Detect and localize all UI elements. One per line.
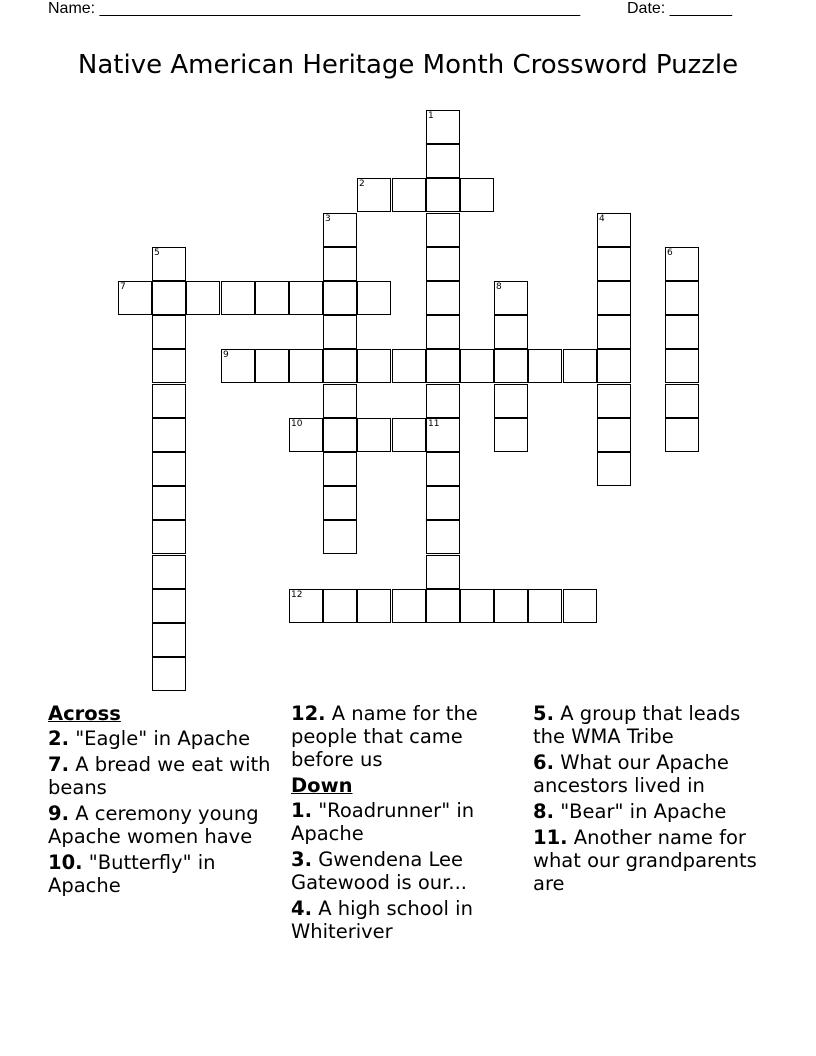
- grid-cell[interactable]: [597, 247, 631, 281]
- clue-number: 2: [359, 179, 365, 189]
- clue-down-11: 11. Another name for what our grandparents are: [533, 826, 757, 895]
- grid-cell[interactable]: [597, 384, 631, 418]
- grid-cell[interactable]: [152, 281, 186, 315]
- grid-cell[interactable]: [426, 247, 460, 281]
- grid-cell[interactable]: [597, 452, 631, 486]
- clue-across-9: 9. A ceremony young Apache women have: [48, 802, 259, 848]
- grid-cell[interactable]: [323, 418, 357, 452]
- grid-cell[interactable]: [323, 589, 357, 623]
- grid-cell[interactable]: [289, 281, 323, 315]
- clue-down-6: 6. What our Apache ancestors lived in: [533, 751, 729, 797]
- grid-cell[interactable]: [289, 349, 323, 383]
- clue-across-7: 7. A bread we eat with beans: [48, 753, 271, 799]
- grid-cell[interactable]: [426, 281, 460, 315]
- grid-cell[interactable]: [357, 418, 391, 452]
- grid-cell[interactable]: [152, 520, 186, 554]
- clue-down-8: 8. "Bear" in Apache: [533, 800, 727, 823]
- grid-cell[interactable]: [426, 144, 460, 178]
- clue-number: 12: [291, 590, 303, 600]
- grid-cell[interactable]: [665, 418, 699, 452]
- grid-cell[interactable]: [152, 589, 186, 623]
- grid-cell[interactable]: [426, 349, 460, 383]
- clue-down-5: 5. A group that leads the WMA Tribe: [533, 702, 741, 748]
- grid-cell[interactable]: [597, 418, 631, 452]
- clue-number: 7: [120, 282, 126, 292]
- grid-cell[interactable]: [392, 349, 426, 383]
- grid-cell[interactable]: [426, 213, 460, 247]
- name-field-label[interactable]: Name: ______________________________________________________: [48, 0, 581, 17]
- grid-cell[interactable]: [323, 281, 357, 315]
- grid-cell[interactable]: [665, 315, 699, 349]
- grid-cell[interactable]: [460, 178, 494, 212]
- grid-cell[interactable]: [665, 349, 699, 383]
- grid-cell[interactable]: [494, 349, 528, 383]
- grid-cell[interactable]: [255, 349, 289, 383]
- across-heading: Across: [48, 702, 121, 725]
- grid-cell[interactable]: [494, 418, 528, 452]
- grid-cell[interactable]: [494, 589, 528, 623]
- grid-cell[interactable]: [426, 384, 460, 418]
- clue-number: 4: [599, 214, 605, 224]
- clue-number: 8: [496, 282, 502, 292]
- grid-cell[interactable]: [528, 589, 562, 623]
- grid-cell[interactable]: [323, 452, 357, 486]
- clue-down-1: 1. "Roadrunner" in Apache: [291, 799, 475, 845]
- grid-cell[interactable]: [563, 589, 597, 623]
- grid-cell[interactable]: [665, 281, 699, 315]
- grid-cell[interactable]: [528, 349, 562, 383]
- clue-column-2: [291, 702, 523, 946]
- grid-cell[interactable]: [563, 349, 597, 383]
- grid-cell[interactable]: [494, 315, 528, 349]
- clue-number: 3: [325, 214, 331, 224]
- down-heading: Down: [291, 774, 353, 797]
- grid-cell[interactable]: [152, 315, 186, 349]
- clue-number: 9: [223, 350, 229, 360]
- date-field-label[interactable]: Date: _______: [627, 0, 732, 17]
- clue-down-3: 3. Gwendena Lee Gatewood is our...: [291, 848, 467, 894]
- grid-cell[interactable]: [597, 315, 631, 349]
- grid-cell[interactable]: [426, 520, 460, 554]
- grid-cell[interactable]: [392, 589, 426, 623]
- clue-number: 11: [428, 419, 440, 429]
- grid-cell[interactable]: [494, 384, 528, 418]
- grid-cell[interactable]: [597, 349, 631, 383]
- grid-cell[interactable]: [152, 486, 186, 520]
- grid-cell[interactable]: [152, 623, 186, 657]
- clue-down-4: 4. A high school in Whiteriver: [291, 897, 473, 943]
- grid-cell[interactable]: [426, 178, 460, 212]
- grid-cell[interactable]: [152, 657, 186, 691]
- clue-number: 10: [291, 419, 303, 429]
- grid-cell[interactable]: [460, 589, 494, 623]
- clue-across-10: 10. "Butterfly" in Apache: [48, 851, 216, 897]
- clue-number: 1: [428, 111, 434, 121]
- grid-cell[interactable]: [426, 315, 460, 349]
- grid-cell[interactable]: [152, 349, 186, 383]
- grid-cell[interactable]: [357, 589, 391, 623]
- clue-column-3: [533, 702, 765, 898]
- grid-cell[interactable]: [323, 520, 357, 554]
- grid-cell[interactable]: [323, 384, 357, 418]
- clue-number: 5: [154, 248, 160, 258]
- grid-cell[interactable]: [665, 384, 699, 418]
- grid-cell[interactable]: [597, 281, 631, 315]
- grid-cell[interactable]: [460, 349, 494, 383]
- grid-cell[interactable]: [357, 281, 391, 315]
- grid-cell[interactable]: [426, 589, 460, 623]
- grid-cell[interactable]: [323, 486, 357, 520]
- clue-column-1: [48, 702, 280, 900]
- grid-cell[interactable]: [152, 418, 186, 452]
- grid-cell[interactable]: [392, 178, 426, 212]
- grid-cell[interactable]: [186, 281, 220, 315]
- grid-cell[interactable]: [255, 281, 289, 315]
- grid-cell[interactable]: [152, 384, 186, 418]
- grid-cell[interactable]: [323, 247, 357, 281]
- clue-across-12: 12. A name for the people that came before us: [291, 702, 478, 771]
- grid-cell[interactable]: [221, 281, 255, 315]
- grid-cell[interactable]: [357, 349, 391, 383]
- clue-number: 6: [667, 248, 673, 258]
- clue-across-2: 2. "Eagle" in Apache: [48, 727, 251, 750]
- grid-cell[interactable]: [323, 315, 357, 349]
- grid-cell[interactable]: [152, 555, 186, 589]
- grid-cell[interactable]: [152, 452, 186, 486]
- grid-cell[interactable]: [426, 452, 460, 486]
- grid-cell[interactable]: [426, 486, 460, 520]
- grid-cell[interactable]: [392, 418, 426, 452]
- grid-cell[interactable]: [426, 555, 460, 589]
- grid-cell[interactable]: [323, 349, 357, 383]
- page-title: Native American Heritage Month Crossword Puzzle: [77, 50, 739, 80]
